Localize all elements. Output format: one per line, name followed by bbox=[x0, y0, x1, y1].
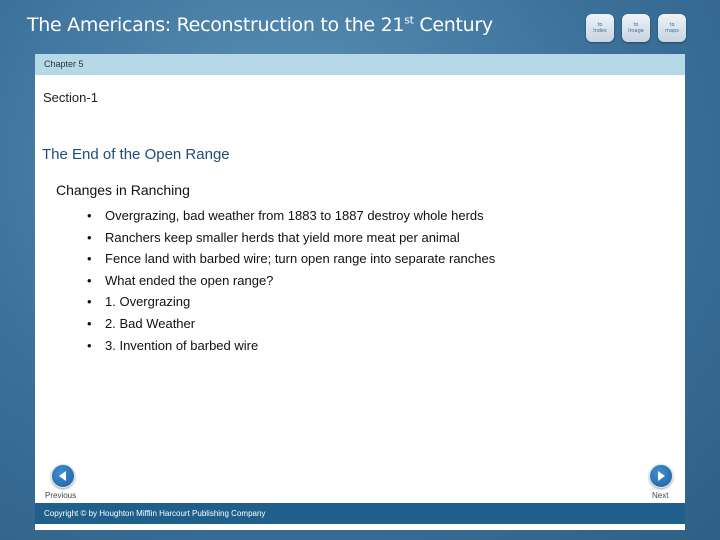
list-item bbox=[87, 205, 495, 227]
list-item bbox=[87, 291, 495, 313]
previous-label[interactable]: Previous bbox=[45, 491, 77, 500]
maps-button-label: to maps bbox=[665, 22, 679, 34]
previous-button[interactable] bbox=[51, 464, 75, 488]
bullet-icon: • bbox=[87, 229, 92, 245]
section-label: Section-1 bbox=[43, 90, 98, 105]
next-button[interactable] bbox=[649, 464, 673, 488]
bullet-icon: • bbox=[87, 272, 92, 288]
maps-button[interactable] bbox=[658, 14, 686, 42]
next-label[interactable]: Next bbox=[652, 491, 669, 500]
bullet-icon: • bbox=[87, 208, 92, 223]
list-item bbox=[87, 248, 495, 270]
triangle-right-icon bbox=[650, 465, 672, 487]
bullet-text: Overgrazing, bad weather from 1883 to 1887 destroy whole herds bbox=[105, 208, 484, 223]
copyright-text: Copyright © by Houghton Mifflin Harcourt Publishing Company bbox=[44, 509, 266, 518]
bullet-icon: • bbox=[87, 294, 92, 310]
triangle-left-icon bbox=[52, 465, 74, 487]
list-item bbox=[87, 313, 495, 335]
image-button[interactable] bbox=[622, 14, 650, 42]
slide-heading: The End of the Open Range bbox=[42, 146, 230, 163]
bullet-text: What ended the open range? bbox=[105, 272, 274, 288]
list-item bbox=[87, 270, 495, 292]
chapter-bar bbox=[35, 54, 685, 75]
slide-panel bbox=[35, 54, 685, 530]
bullet-text: 3. Invention of barbed wire bbox=[105, 337, 259, 353]
bullet-icon: • bbox=[87, 337, 92, 353]
chapter-label: Chapter 5 bbox=[44, 59, 84, 69]
bullet-icon: • bbox=[87, 251, 92, 267]
list-item bbox=[87, 335, 495, 357]
bullet-list bbox=[87, 205, 495, 356]
index-button[interactable] bbox=[586, 14, 614, 42]
slide-subheading: Changes in Ranching bbox=[56, 182, 190, 198]
bullet-icon: • bbox=[87, 315, 92, 331]
footer-bar bbox=[35, 503, 685, 524]
image-button-label: to Image bbox=[628, 22, 644, 34]
bullet-text: Fence land with barbed wire; turn open range into separate ranches bbox=[105, 251, 496, 267]
presentation-title: The Americans: Reconstruction to the 21st Century bbox=[27, 13, 493, 36]
bullet-text: 2. Bad Weather bbox=[105, 315, 196, 331]
title-bar bbox=[0, 0, 720, 54]
bullet-text: Ranchers keep smaller herds that yield more meat per animal bbox=[105, 229, 460, 245]
index-button-label: to Index bbox=[593, 22, 607, 34]
list-item bbox=[87, 227, 495, 249]
bullet-text: 1. Overgrazing bbox=[105, 294, 191, 310]
